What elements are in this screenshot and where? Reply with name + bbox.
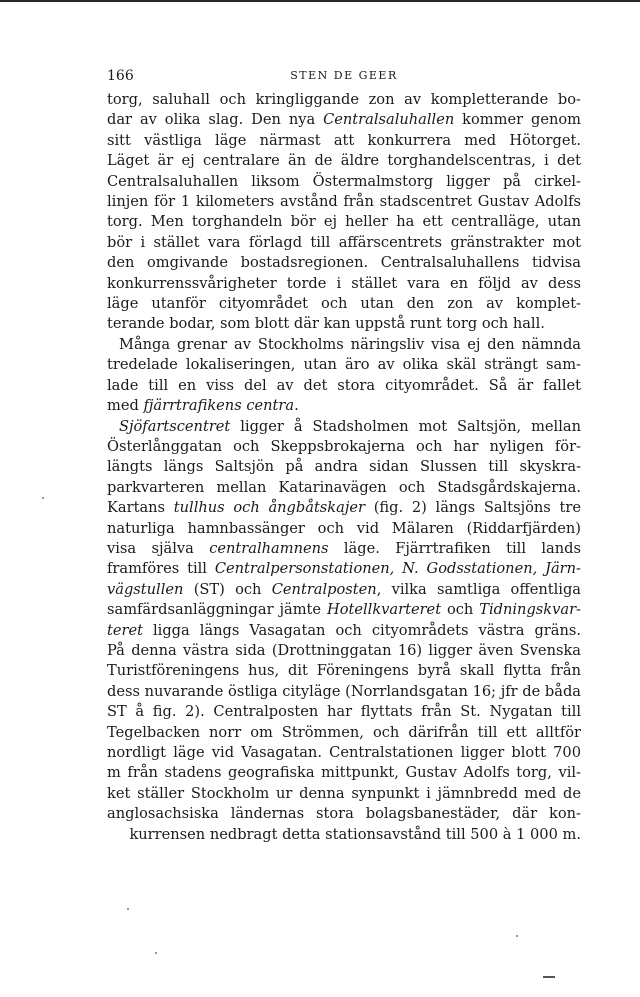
italic-segment: tullhus och ångbåtskajer xyxy=(173,499,365,517)
text-segment: Centralsaluhallen liksom Östermalmstorg ligger på cirkel- xyxy=(107,172,581,190)
text-segment: sitt västliga läge närmast att konkurrera med Hötorget. xyxy=(107,131,581,149)
text-segment: torg. Men torghandeln bör ej heller ha ett centralläge, utan xyxy=(107,213,581,231)
text-segment: anglosachsiska ländernas stora bolagsbanestäder, där kon- xyxy=(107,805,581,823)
text-segment: Österlånggatan och Skeppsbrokajerna och har nyligen för- xyxy=(107,437,581,455)
paper-speck xyxy=(155,952,157,954)
text-line xyxy=(107,274,581,294)
page-number: 166 xyxy=(107,68,134,84)
text-segment: kurrensen nedbragt detta stationsavstånd till 500 à 1 000 m. xyxy=(129,825,581,843)
text-line xyxy=(107,519,581,539)
text-segment: Tegelbacken norr om Strömmen, och därifrån till ett alltför xyxy=(107,723,581,741)
text-line xyxy=(107,539,581,559)
text-segment: framföres till xyxy=(107,560,215,578)
paper-speck xyxy=(516,935,518,937)
top-edge-rule xyxy=(0,0,640,2)
text-segment: tredelade lokaliseringen, utan äro av olika skäl strängt sam- xyxy=(107,356,581,374)
text-line xyxy=(107,253,581,273)
text-line xyxy=(107,825,581,845)
text-line xyxy=(107,661,581,681)
running-head xyxy=(107,66,581,90)
text-segment: naturliga hamnbassänger och vid Mälaren (Riddarfjärden) xyxy=(107,519,581,537)
text-line xyxy=(107,417,581,437)
text-segment: med xyxy=(107,397,144,415)
text-segment: terande bodar, som blott där kan uppstå runt torg och hall. xyxy=(107,315,545,333)
text-line xyxy=(107,294,581,314)
text-line xyxy=(107,478,581,498)
text-segment: Kartans xyxy=(107,499,174,517)
text-segment: längts längs Saltsjön på andra sidan Slussen till skyskra- xyxy=(107,458,581,476)
text-line xyxy=(107,457,581,477)
text-line xyxy=(107,723,581,743)
text-line xyxy=(107,763,581,783)
italic-segment: Sjöfartscentret xyxy=(119,417,231,435)
text-segment: (ST) och xyxy=(183,580,272,598)
running-title: STEN DE GEER xyxy=(290,69,398,82)
text-segment: Turistföreningens hus, dit Föreningens byrå skall flytta från xyxy=(107,662,581,680)
text-segment: ligga längs Vasagatan och cityområdets västra gräns. xyxy=(142,621,581,639)
text-segment: konkurrenssvårigheter torde i stället vara en följd av dess xyxy=(107,274,581,292)
text-segment: m från stadens geografiska mittpunkt, Gustav Adolfs torg, vil- xyxy=(107,764,581,782)
paper-speck xyxy=(42,497,44,499)
text-segment: torg, saluhall och kringliggande zon av kompletterande bo- xyxy=(107,91,581,108)
text-line xyxy=(107,641,581,661)
italic-segment: Hotellkvarteret xyxy=(326,601,442,619)
text-segment: , vilka samtliga offentliga xyxy=(376,580,581,598)
body-text xyxy=(107,90,581,845)
text-segment: ket ställer Stockholm ur denna synpunkt i jämnbredd med de xyxy=(107,784,581,802)
text-segment: ST å fig. 2). Centralposten har flyttats från St. Nygatan till xyxy=(107,703,581,721)
text-segment: läge. Fjärrtrafiken till lands xyxy=(328,539,581,557)
text-line xyxy=(107,90,581,110)
text-line xyxy=(107,172,581,192)
italic-segment: teret xyxy=(107,621,143,639)
text-line xyxy=(107,131,581,151)
text-segment: . xyxy=(294,397,299,415)
text-segment: ligger å Stadsholmen mot Saltsjön, mellan xyxy=(230,417,581,435)
text-line xyxy=(107,376,581,396)
text-segment: (fig. 2) längs Saltsjöns tre xyxy=(364,499,581,517)
text-line xyxy=(107,559,581,579)
text-line xyxy=(107,355,581,375)
bottom-margin-mark xyxy=(543,976,555,978)
italic-segment: Tidningskvar- xyxy=(479,601,581,619)
text-segment: samfärdsanläggningar jämte xyxy=(107,601,327,619)
italic-segment: vägstullen xyxy=(107,580,184,598)
paper-speck xyxy=(127,908,129,910)
text-line xyxy=(107,621,581,641)
text-segment: lade till en viss del av det stora cityområdet. Så är fallet xyxy=(107,376,581,394)
text-segment: kommer genom xyxy=(454,111,581,129)
text-line xyxy=(107,498,581,518)
text-segment: läge utanför cityområdet och utan den zon av komplet- xyxy=(107,295,581,313)
text-line xyxy=(107,784,581,804)
italic-segment: Centralposten xyxy=(271,580,377,598)
text-line xyxy=(107,804,581,824)
text-segment: den omgivande bostadsregionen. Centralsaluhallens tidvisa xyxy=(107,254,581,272)
text-segment: dar av olika slag. Den nya xyxy=(107,111,324,129)
text-segment: linjen för 1 kilometers avstånd från stadscentret Gustav Adolfs xyxy=(107,193,581,211)
text-segment: bör i stället vara förlagd till affärscentrets gränstrakter mot xyxy=(107,233,581,251)
text-line xyxy=(107,682,581,702)
italic-segment: Centralsaluhallen xyxy=(323,111,455,129)
text-segment: nordligt läge vid Vasagatan. Centralstationen ligger blott 700 xyxy=(107,744,581,761)
text-line xyxy=(107,151,581,171)
italic-segment: centralhamnens xyxy=(209,539,329,557)
text-line xyxy=(107,600,581,620)
text-line xyxy=(107,233,581,253)
text-line xyxy=(107,437,581,457)
text-segment: Många grenar av Stockholms näringsliv visa ej den nämnda xyxy=(119,335,581,353)
text-line xyxy=(107,702,581,722)
book-page xyxy=(107,66,581,845)
text-line xyxy=(107,743,581,763)
text-line xyxy=(107,192,581,212)
text-line xyxy=(107,314,581,334)
text-segment: Läget är ej centralare än de äldre torghandelscentras, i det xyxy=(107,152,581,170)
italic-segment: Centralpersonstationen, N. Godsstationen, Järn- xyxy=(214,560,581,578)
text-segment: visa själva xyxy=(107,539,210,557)
text-line xyxy=(107,212,581,232)
text-line xyxy=(107,396,581,416)
text-line xyxy=(107,335,581,355)
text-segment: och xyxy=(441,601,480,619)
text-line xyxy=(107,110,581,130)
text-line xyxy=(107,580,581,600)
text-segment: På denna västra sida (Drottninggatan 16) ligger även Svenska xyxy=(107,641,581,659)
text-segment: parkvarteren mellan Katarinavägen och Stadsgårdskajerna. xyxy=(107,478,581,496)
text-segment: dess nuvarande östliga cityläge (Norrlandsgatan 16; jfr de båda xyxy=(107,682,581,700)
italic-segment: fjärrtrafikens centra xyxy=(143,397,295,415)
